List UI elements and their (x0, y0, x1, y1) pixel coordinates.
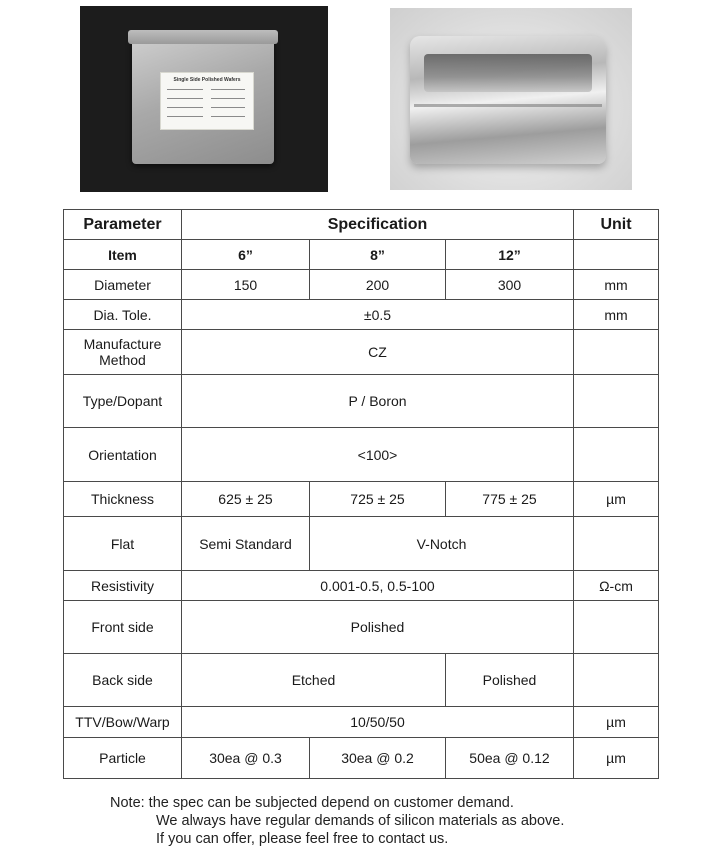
row-label: Front side (64, 601, 182, 654)
row-label: Diameter (64, 270, 182, 300)
wafer-package (132, 36, 274, 164)
wafer-package-photo (80, 6, 328, 192)
value-cell: Polished (182, 601, 574, 654)
value-cell: 200 (310, 270, 446, 300)
unit-cell (574, 240, 659, 270)
row-label: Type/Dopant (64, 375, 182, 428)
value-cell: Etched (182, 654, 446, 707)
unit-cell (574, 654, 659, 707)
note-line-1: Note: the spec can be subjected depend on customer demand. (110, 795, 514, 811)
foil-bag-photo (390, 8, 632, 190)
unit-cell (574, 428, 659, 482)
unit-cell: mm (574, 270, 659, 300)
table-row (64, 240, 659, 270)
row-label: Thickness (64, 482, 182, 517)
size-8: 8” (310, 240, 446, 270)
row-label-line2: Method (99, 352, 146, 368)
note-line-2: We always have regular demands of silicon materials as above. (156, 813, 565, 829)
row-label: Back side (64, 654, 182, 707)
value-cell: ±0.5 (182, 300, 574, 330)
table-row (64, 300, 659, 330)
row-label: TTV/Bow/Warp (64, 707, 182, 738)
value-cell: 300 (446, 270, 574, 300)
table-row (64, 738, 659, 779)
package-label-title: Single Side Polished Wafers (173, 77, 241, 83)
header-specification: Specification (182, 210, 574, 240)
value-cell: V-Notch (310, 517, 574, 571)
size-12: 12” (446, 240, 574, 270)
value-cell: 725 ± 25 (310, 482, 446, 517)
unit-cell (574, 330, 659, 375)
unit-cell: mm (574, 300, 659, 330)
value-cell: <100> (182, 428, 574, 482)
value-cell: 30ea @ 0.2 (310, 738, 446, 779)
value-cell: CZ (182, 330, 574, 375)
row-label-line1: Manufacture (83, 336, 162, 352)
unit-cell (574, 375, 659, 428)
value-cell: Semi Standard (182, 517, 310, 571)
header-unit: Unit (574, 210, 659, 240)
table-header-row (64, 210, 659, 240)
row-label: Item (64, 240, 182, 270)
value-cell: 625 ± 25 (182, 482, 310, 517)
unit-cell: µm (574, 707, 659, 738)
value-cell: 775 ± 25 (446, 482, 574, 517)
value-cell: 50ea @ 0.12 (446, 738, 574, 779)
table-row (64, 654, 659, 707)
value-cell: Polished (446, 654, 574, 707)
table-row (64, 482, 659, 517)
table-row (64, 270, 659, 300)
table-row (64, 601, 659, 654)
spec-table (63, 209, 659, 779)
unit-cell (574, 601, 659, 654)
unit-cell (574, 517, 659, 571)
table-row (64, 330, 659, 375)
value-cell: 150 (182, 270, 310, 300)
row-label: Particle (64, 738, 182, 779)
table-row (64, 517, 659, 571)
row-label: Orientation (64, 428, 182, 482)
value-cell: 0.001-0.5, 0.5-100 (182, 571, 574, 601)
value-cell: P / Boron (182, 375, 574, 428)
row-label (64, 330, 182, 375)
unit-cell: Ω-cm (574, 571, 659, 601)
unit-cell: µm (574, 482, 659, 517)
header-parameter: Parameter (64, 210, 182, 240)
package-label (160, 72, 254, 130)
row-label: Dia. Tole. (64, 300, 182, 330)
table-row (64, 707, 659, 738)
note-line-3: If you can offer, please feel free to contact us. (156, 831, 449, 847)
row-label: Resistivity (64, 571, 182, 601)
table-row (64, 571, 659, 601)
value-cell: 10/50/50 (182, 707, 574, 738)
table-row (64, 375, 659, 428)
row-label: Flat (64, 517, 182, 571)
table-row (64, 428, 659, 482)
value-cell: 30ea @ 0.3 (182, 738, 310, 779)
unit-cell: µm (574, 738, 659, 779)
footnote (110, 794, 670, 848)
size-6: 6” (182, 240, 310, 270)
